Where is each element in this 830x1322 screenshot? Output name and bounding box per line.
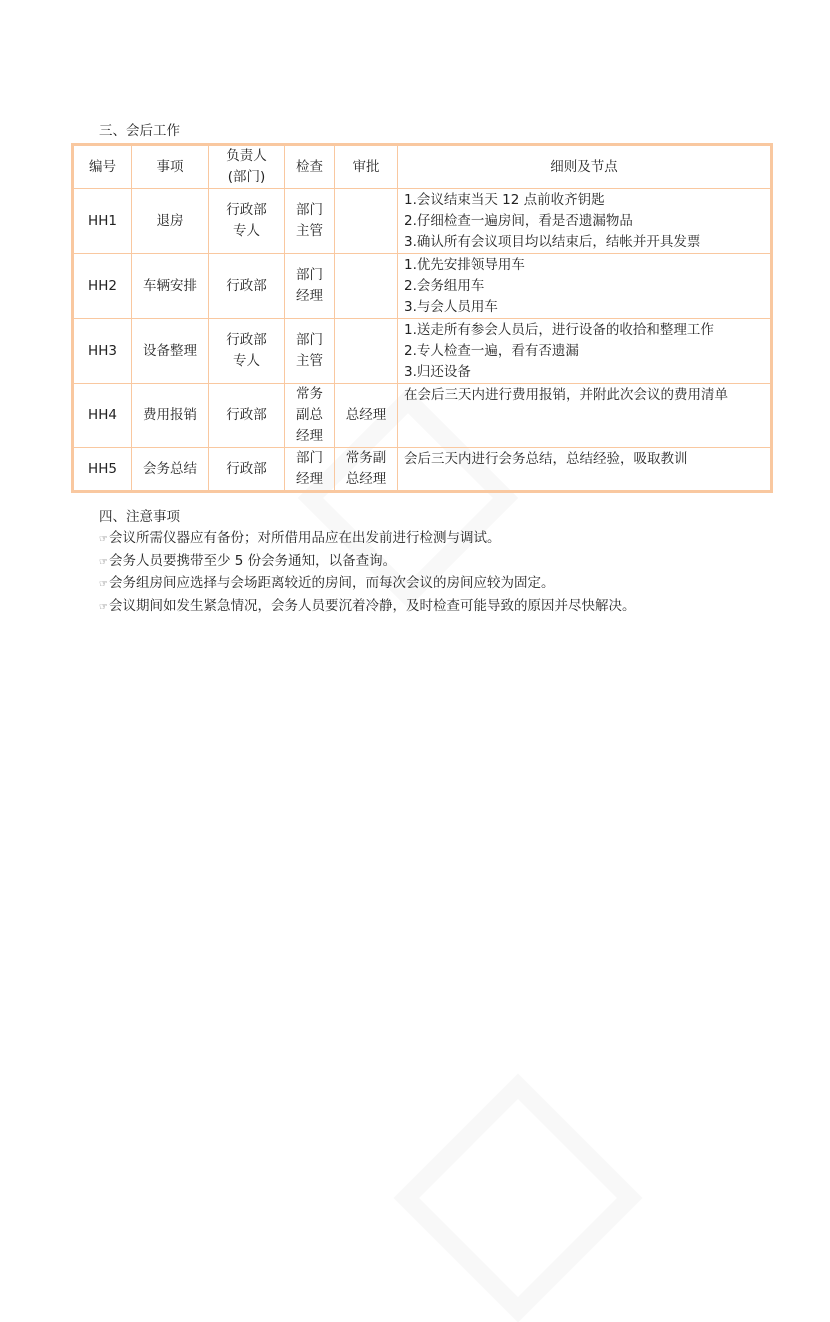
cell-item: 车辆安排	[132, 254, 209, 319]
cell-id: HH2	[73, 254, 132, 319]
cell-check: 部门 主管	[285, 189, 335, 254]
note-item	[99, 596, 635, 619]
watermark	[394, 1074, 643, 1322]
cell-id: HH1	[73, 189, 132, 254]
cell-check: 部门 主管	[285, 319, 335, 384]
cell-check: 部门 经理	[285, 448, 335, 492]
table-row	[73, 319, 772, 384]
cell-check: 部门 经理	[285, 254, 335, 319]
cell-approve	[335, 319, 398, 384]
cell-approve: 总经理	[335, 384, 398, 448]
cell-responsible: 行政部 专人	[209, 189, 285, 254]
cell-item: 费用报销	[132, 384, 209, 448]
header-id: 编号	[73, 145, 132, 189]
post-meeting-work-table	[71, 143, 773, 493]
section-title-notes: 四、注意事项	[99, 509, 180, 525]
cell-responsible: 行政部	[209, 448, 285, 492]
note-text: 会务组房间应选择与会场距离较近的房间，而每次会议的房间应较为固定。	[108, 575, 555, 591]
cell-details: 会后三天内进行会务总结，总结经验，吸取教训	[398, 448, 772, 492]
cell-check: 常务 副总 经理	[285, 384, 335, 448]
cell-responsible: 行政部	[209, 254, 285, 319]
cell-id: HH5	[73, 448, 132, 492]
table-row	[73, 189, 772, 254]
cell-item: 会务总结	[132, 448, 209, 492]
note-text: 会议所需仪器应有备份；对所借用品应在出发前进行检测与调试。	[108, 530, 501, 546]
pointing-hand-icon: ☞	[99, 579, 108, 590]
note-text: 会议期间如发生紧急情况，会务人员要沉着冷静，及时检查可能导致的原因并尽快解决。	[108, 597, 636, 614]
cell-responsible: 行政部 专人	[209, 319, 285, 384]
cell-id: HH3	[73, 319, 132, 384]
table-row	[73, 254, 772, 319]
note-text: 会务人员要携带至少 5 份会务通知，以备查询。	[108, 552, 397, 569]
cell-details: 1.优先安排领导用车 2.会务组用车 3.与会人员用车	[398, 254, 772, 319]
cell-approve	[335, 254, 398, 319]
pointing-hand-icon: ☞	[99, 534, 108, 545]
header-details: 细则及节点	[398, 145, 772, 189]
note-item	[99, 551, 635, 574]
cell-item: 退房	[132, 189, 209, 254]
cell-details: 1.会议结束当天 12 点前收齐钥匙 2.仔细检查一遍房间，看是否遗漏物品 3.确认所有会议项目均以结束后，结帐并开具发票	[398, 189, 772, 254]
pointing-hand-icon: ☞	[99, 601, 108, 613]
cell-responsible: 行政部	[209, 384, 285, 448]
header-item: 事项	[132, 145, 209, 189]
note-item	[99, 528, 635, 551]
notes-list	[99, 528, 635, 618]
table-row	[73, 384, 772, 448]
cell-details: 在会后三天内进行费用报销，并附此次会议的费用清单	[398, 384, 772, 448]
table-header-row	[73, 145, 772, 189]
header-responsible: 负责人 (部门)	[209, 145, 285, 189]
header-check: 检查	[285, 145, 335, 189]
table-row	[73, 448, 772, 492]
note-item	[99, 573, 635, 596]
pointing-hand-icon: ☞	[99, 556, 108, 568]
header-approve: 审批	[335, 145, 398, 189]
section-title-post-meeting: 三、会后工作	[99, 123, 180, 139]
cell-details: 1.送走所有参会人员后，进行设备的收拾和整理工作 2.专人检查一遍，看有否遗漏 3.归还设备	[398, 319, 772, 384]
cell-item: 设备整理	[132, 319, 209, 384]
cell-approve	[335, 189, 398, 254]
cell-id: HH4	[73, 384, 132, 448]
cell-approve: 常务副 总经理	[335, 448, 398, 492]
